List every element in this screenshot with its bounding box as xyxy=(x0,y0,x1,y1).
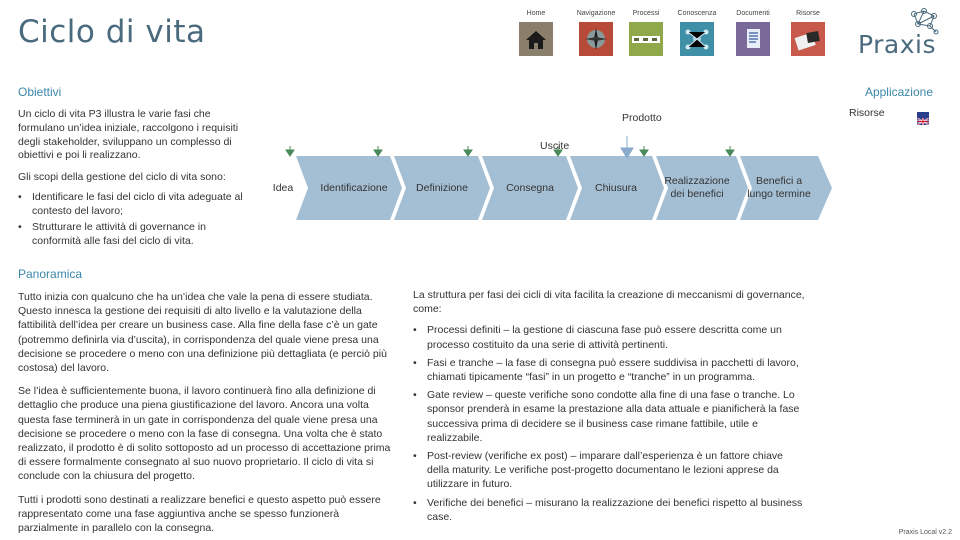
objectives-scope xyxy=(18,171,256,252)
nav-tile-conoscenza[interactable] xyxy=(672,8,722,58)
stage-chiusura[interactable]: Chiusura xyxy=(594,181,638,194)
overview-heading: Panoramica xyxy=(18,267,83,281)
governance-bullet-1: • Processi definiti – la gestione di ciascuna fase può essere descritta come un processo costituito da una serie di attività pertinenti. xyxy=(413,323,805,351)
nav-label-conoscenza: Conoscenza xyxy=(677,10,717,17)
governance-list xyxy=(413,323,805,524)
scope-bullet-1: • Identificare le fasi del ciclo di vita adeguate al contesto del lavoro; xyxy=(18,191,256,219)
stage-identificazione[interactable]: Identificazione xyxy=(320,181,388,194)
governance-bullet-4: • Post-review (verifiche ex post) – imparare dall’esperienza è un fattore chiave della maturity. Le verifiche post-progetto documentano le lezioni apprese da utilizzare in futuro. xyxy=(413,449,805,492)
resources-icon xyxy=(791,22,825,56)
compass-icon xyxy=(579,22,613,56)
product-arrow xyxy=(621,136,633,158)
scope-bullet-2: • Strutturare le attività di governance in conformità alle fasi del ciclo di vita. xyxy=(18,221,256,249)
stage-idea[interactable]: Idea xyxy=(272,181,294,194)
process-icon xyxy=(629,22,663,56)
stage-benefici-lungo-termine[interactable]: Benefici a lungo termine xyxy=(747,175,811,200)
logo-text: Praxis xyxy=(858,30,936,59)
nav-label-home: Home xyxy=(526,10,546,17)
stage-realizzazione-benefici[interactable]: Realizzazione dei benefici xyxy=(664,175,730,200)
governance-bullet-5: • Verifiche dei benefici – misurano la realizzazione dei benefici rispetto al business case. xyxy=(413,496,805,524)
uk-flag-icon[interactable] xyxy=(917,112,929,119)
application-heading: Applicazione xyxy=(864,85,933,99)
footer-version: Praxis Local v2.2 xyxy=(898,529,952,536)
product-label: Prodotto xyxy=(622,112,662,124)
overview-left-column xyxy=(18,290,394,540)
governance-bullet-2: • Fasi e tranche – la fase di consegna può essere suddivisa in pacchetti di lavoro, chiamati tipicamente “fasi” in un progetto e “tranche” in un programma. xyxy=(413,356,805,384)
nav-label-documenti: Documenti xyxy=(736,10,770,17)
nav-tile-navigazione[interactable] xyxy=(566,8,626,58)
nav-tile-risorse[interactable] xyxy=(786,8,830,58)
document-icon xyxy=(736,22,770,56)
resources-link[interactable]: Risorse xyxy=(849,107,885,119)
nav-tile-home[interactable] xyxy=(514,8,558,58)
page-title: Ciclo di vita xyxy=(18,14,206,50)
knowledge-icon xyxy=(680,22,714,56)
scope-heading: Gli scopi della gestione del ciclo di vita sono: xyxy=(18,171,226,183)
nav-label-risorse: Risorse xyxy=(796,10,820,17)
overview-paragraph-1: Tutto inizia con qualcuno che ha un’idea che vale la pena di essere studiata. Questo innesca la gestione dei requisiti di alto livello e la valutazione della fattibilità dell’idea per creare un business case. Alla fine della fase c’è un gate (potremmo definirla via d’uscita), in corrispondenza del quale viene presa una decisione se procedere o meno con una definizione più dettagliata (e perciò più costosa) del lavoro. xyxy=(18,291,387,375)
overview-right-column xyxy=(413,288,805,528)
nav-label-navigazione: Navigazione xyxy=(576,10,616,17)
nav-tile-processi[interactable] xyxy=(624,8,668,58)
nav-label-processi: Processi xyxy=(632,10,660,17)
top-navigation xyxy=(514,8,837,58)
objectives-heading: Obiettivi xyxy=(18,85,62,99)
praxis-logo xyxy=(856,8,946,59)
overview-paragraph-2: Se l’idea è sufficientemente buona, il lavoro continuerà fino alla definizione di dettaglio che produce una piena giustificazione del lavoro. Ancora una volta questa fase terminerà in un gate in corrispondenza del quale viene presa una decisione se procedere o meno con la fase di consegna. Una volta che è stato realizzato, il prodotto è di solito sottoposto ad un processo di accettazione prima di essere formalmente consegnato al suo nuovo proprietario. Il ciclo di vita si conclude con la chiusura del progetto. xyxy=(18,385,391,483)
objectives-intro: Un ciclo di vita P3 illustra le varie fasi che formulano un’idea iniziale, raccolgono i requisiti degli stakeholder, sviluppano un complesso di obiettivi e poi li realizzano. xyxy=(18,108,239,162)
stage-definizione[interactable]: Definizione xyxy=(416,181,468,194)
overview-right-intro: La struttura per fasi dei cicli di vita facilita la creazione di meccanismi di governance, come: xyxy=(413,289,805,316)
overview-paragraph-3: Tutti i prodotti sono destinati a realizzare benefici e questo aspetto può essere rappresentato come una fase aggiuntiva anche se spesso funzionerà parzialmente in parallelo con la consegna. xyxy=(18,493,381,535)
outputs-label: Uscite xyxy=(540,140,570,152)
lifecycle-diagram xyxy=(260,108,840,248)
output-arrows xyxy=(286,146,734,156)
nav-tile-documenti[interactable] xyxy=(728,8,778,58)
home-icon xyxy=(519,22,553,56)
governance-bullet-3: • Gate review – queste verifiche sono condotte alla fine di una fase o tranche. Lo sponsor prenderà in esame la prestazione alla data attuale e pianificherà la fase successiva prima di decidere se il business case rimane fattibile, utile e realizzabile. xyxy=(413,388,805,445)
stage-consegna[interactable]: Consegna xyxy=(506,181,554,194)
scope-list xyxy=(18,191,256,249)
